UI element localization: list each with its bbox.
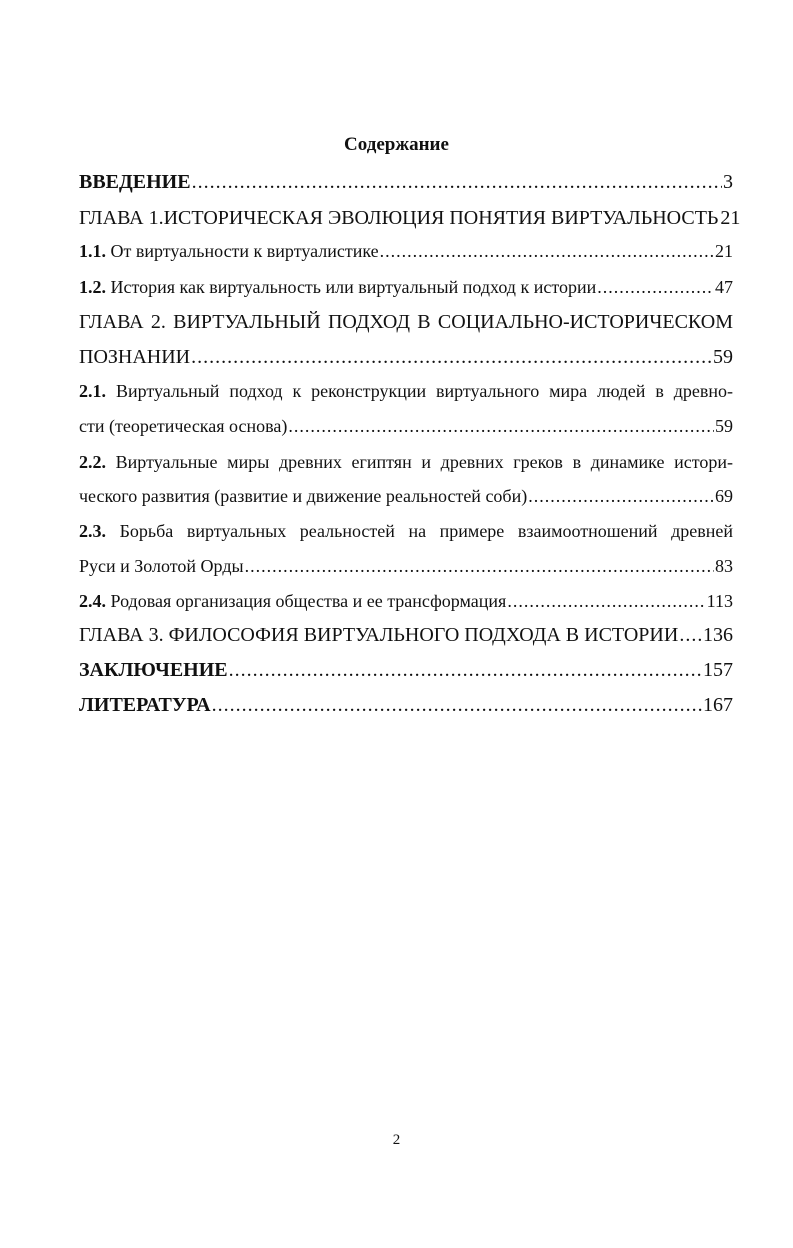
- toc-entry-chapter-3: [79, 624, 733, 646]
- toc-section-title: Виртуальный подход к реконструкции виртуального мира людей в древно-: [115, 381, 734, 401]
- toc-entry-page: 47: [715, 277, 733, 297]
- toc-entry-section-2-1: [79, 415, 733, 437]
- toc-entry-label: ГЛАВА 1.ИСТОРИЧЕСКАЯ ЭВОЛЮЦИЯ ПОНЯТИЯ ВИРТУАЛЬНОСТЬ: [79, 207, 719, 229]
- toc-entry-page: 83: [715, 556, 733, 576]
- toc-leader-dots: [597, 276, 714, 298]
- toc-entry-page: 113: [706, 591, 733, 611]
- toc-entry-conclusion: [79, 659, 733, 681]
- toc-section-title: Виртуальные миры древних египтян и древних греков в динамике истори-: [115, 452, 734, 472]
- toc-section-number: 2.3.: [79, 521, 106, 541]
- toc-leader-dots: [528, 485, 714, 507]
- toc-leader-dots: [507, 590, 705, 612]
- toc-entry-page: 167: [703, 694, 733, 716]
- toc-entry-introduction: [79, 171, 733, 193]
- toc-leader-dots: [288, 415, 714, 437]
- toc-entry-label: Руси и Золотой Орды: [79, 556, 244, 576]
- toc-entry-page: 59: [715, 416, 733, 436]
- toc-entry-section-2-2-line-1: [79, 451, 733, 473]
- toc-section-title: История как виртуальность или виртуальный подход к истории: [110, 277, 597, 297]
- toc-section-number: 2.2.: [79, 452, 106, 472]
- toc-leader-dots: [191, 346, 712, 368]
- toc-entry-section-2-4: [79, 590, 733, 612]
- toc-section-number: 1.2.: [79, 277, 106, 297]
- page-number: 2: [392, 1132, 401, 1148]
- toc-entry-chapter-2: [79, 346, 733, 368]
- toc-entry-section-2-3: [79, 555, 733, 577]
- toc-entry-page: 69: [715, 486, 733, 506]
- toc-section-title: От виртуальности к виртуалистике: [110, 241, 379, 261]
- toc-leader-dots: [380, 240, 714, 262]
- toc-entry-label: [79, 240, 379, 262]
- toc-entry-section-2-2: [79, 485, 733, 507]
- toc-entry-section-1-1: [79, 240, 733, 262]
- toc-entry-label: ВВЕДЕНИЕ: [79, 171, 191, 193]
- toc-entry-label: ЛИТЕРАТУРА: [79, 694, 211, 716]
- toc-leader-dots: [245, 555, 714, 577]
- toc-entry-label: ческого развития (развитие и движение реальностей соби): [79, 486, 528, 506]
- toc-entry-section-1-2: [79, 276, 733, 298]
- toc-entry-chapter-2-line-1: ГЛАВА 2. ВИРТУАЛЬНЫЙ ПОДХОД В СОЦИАЛЬНО-ИСТОРИЧЕСКОМ: [79, 311, 733, 333]
- toc-entry-label: ЗАКЛЮЧЕНИЕ: [79, 659, 228, 681]
- toc-entry-page: 59: [713, 346, 733, 368]
- toc-entry-literature: [79, 694, 733, 716]
- toc-entry-page: 21: [720, 207, 741, 229]
- toc-section-number: 2.1.: [79, 381, 106, 401]
- toc-entry-section-2-3-line-1: [79, 520, 733, 542]
- toc-section-title: Родовая организация общества и ее трансформация: [110, 591, 507, 611]
- toc-entry-page: 21: [715, 241, 733, 261]
- toc-entry-chapter-1: [79, 207, 741, 229]
- toc-entry-section-2-1-line-1: [79, 380, 733, 402]
- toc-entry-page: 136: [703, 624, 733, 646]
- toc-entry-label: [79, 590, 506, 612]
- toc-entry-label: ГЛАВА 3. ФИЛОСОФИЯ ВИРТУАЛЬНОГО ПОДХОДА В ИСТОРИИ: [79, 624, 679, 646]
- toc-entry-page: 157: [703, 659, 733, 681]
- toc-section-number: 1.1.: [79, 241, 106, 261]
- toc-section-title: Борьба виртуальных реальностей на примере взаимоотношений древней: [119, 521, 733, 541]
- toc-entry-label: сти (теоретическая основа): [79, 416, 288, 436]
- toc-entry-label: ПОЗНАНИИ: [79, 346, 191, 368]
- toc-leader-dots: [229, 659, 702, 681]
- toc-section-number: 2.4.: [79, 591, 106, 611]
- toc-leader-dots: [192, 171, 722, 193]
- toc-title: Содержание: [344, 134, 449, 155]
- toc-leader-dots: [212, 694, 702, 716]
- toc-entry-page: 3: [723, 171, 733, 193]
- toc-entry-label: [79, 276, 596, 298]
- toc-leader-dots: [679, 624, 702, 646]
